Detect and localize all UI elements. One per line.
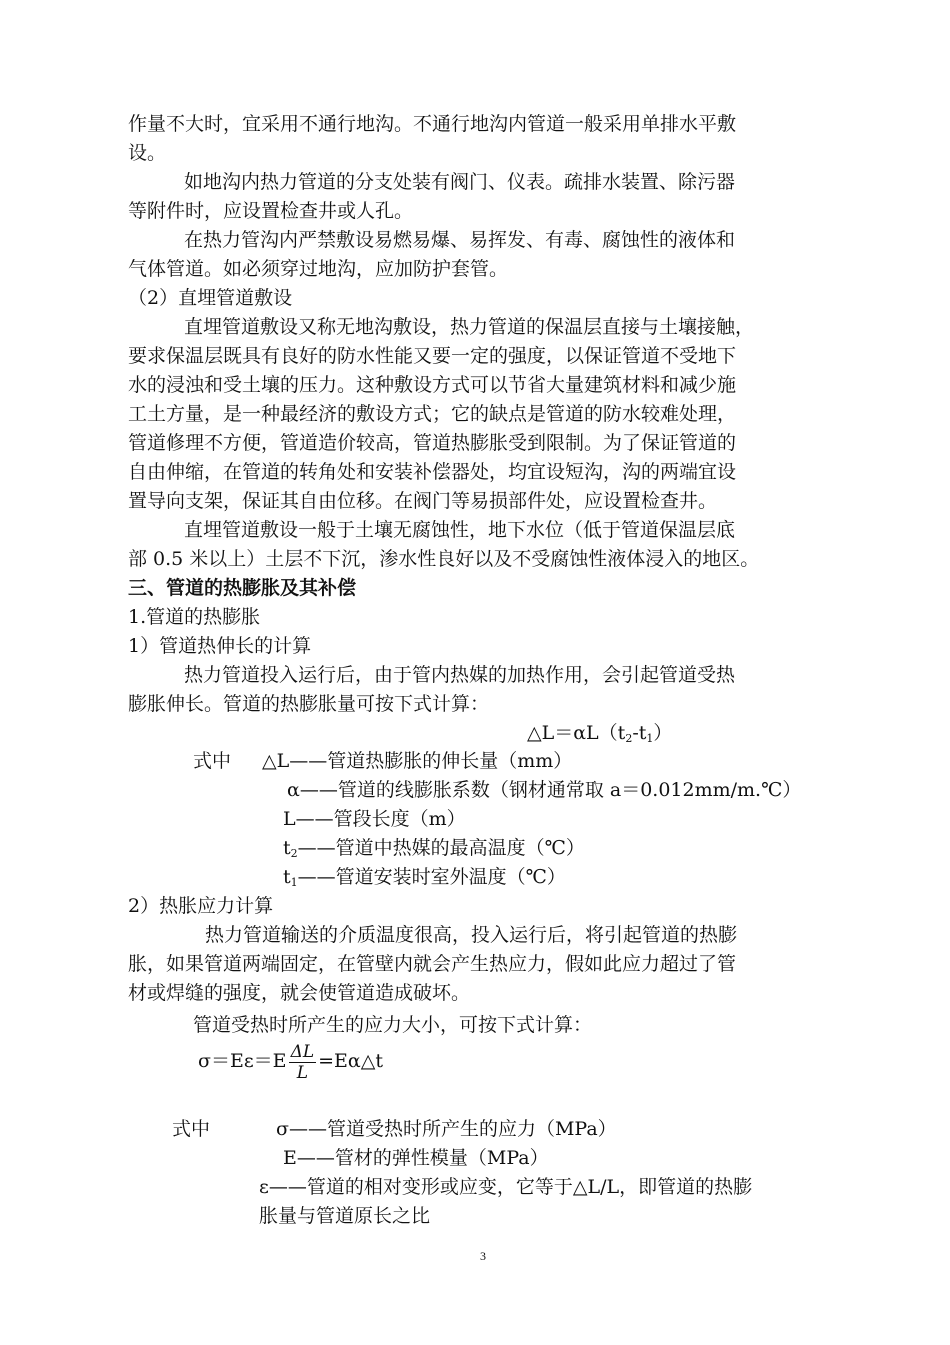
text-line: 在热力管沟内严禁敷设易燃易爆、易挥发、有毒、腐蚀性的液体和 [184,229,736,251]
text-line: 管道修理不方便，管道造价较高，管道热膨胀受到限制。为了保证管道的 [128,432,737,454]
fraction-numerator: ΔL [290,1041,315,1062]
where-label: 式中 [193,750,232,772]
var-subscript: 1 [290,876,298,889]
text-line: 管道受热时所产生的应力大小，可按下式计算： [193,1014,593,1036]
variable-definition: E——管材的弹性模量（MPa） [283,1147,549,1169]
formula-thermal-expansion [527,719,672,748]
text-line: 自由伸缩，在管道的转角处和安装补偿器处，均宜设短沟，沟的两端宜设 [128,461,737,483]
text-line: 等附件时，应设置检查井或人孔。 [128,200,414,222]
variable-definition: σ——管道受热时所产生的应力（MPa） [276,1118,617,1140]
variable-definition [283,834,585,863]
where-label: 式中 [172,1118,211,1140]
text-line: 胀，如果管道两端固定，在管壁内就会产生热应力，假如此应力超过了管 [128,953,737,975]
text-line: 直埋管道敷设一般于土壤无腐蚀性，地下水位（低于管道保温层底 [184,519,736,541]
formula-end: ） [653,722,673,744]
variable-definition [283,863,566,892]
formula-subscript: 2 [625,732,633,745]
var-subscript: 2 [290,847,298,860]
text-line: 热力管道输送的介质温度很高，投入运行后，将引起管道的热膨 [205,924,738,946]
subsection-heading: 2）热胀应力计算 [128,895,274,917]
var-text: ——管道中热媒的最高温度（℃） [297,837,585,859]
text-line: 设。 [128,142,167,164]
section-heading: （2）直埋管道敷设 [128,287,293,309]
text-line: 如地沟内热力管道的分支处装有阀门、仪表。疏排水装置、除污器 [184,171,736,193]
text-line: 直埋管道敷设又称无地沟敷设，热力管道的保温层直接与土壤接触， [184,316,755,338]
fraction [289,1042,317,1083]
formula-main: △L＝αL（t [527,722,626,744]
subsection-heading: 1）管道热伸长的计算 [128,635,312,657]
fraction-denominator: L [296,1062,308,1083]
formula-rhs: =Eα△t [318,1050,384,1072]
text-line: 工土方量，是一种最经济的敷设方式；它的缺点是管道的防水较难处理， [128,403,737,425]
variable-definition: ε——管道的相对变形或应变，它等于△L/L，即管道的热膨 [259,1176,753,1198]
variable-definition: α——管道的线膨胀系数（钢材通常取 a＝0.012mm/m.℃） [287,779,802,801]
text-line: 置导向支架，保证其自由位移。在阀门等易损部件处，应设置检查井。 [128,490,718,512]
var-symbol: t [283,866,291,888]
text-line: 膨胀伸长。管道的热膨胀量可按下式计算： [128,693,490,715]
variable-definition: 胀量与管道原长之比 [259,1205,431,1227]
text-line: 要求保温层既具有良好的防水性能又要一定的强度，以保证管道不受地下 [128,345,737,367]
text-line: 部 0.5 米以上）土层不下沉，渗水性良好以及不受腐蚀性液体浸入的地区。 [128,548,760,570]
var-text: ——管道安装时室外温度（℃） [297,866,566,888]
text-line: 作量不大时，宜采用不通行地沟。不通行地沟内管道一般采用单排水平敷 [128,113,737,135]
page-number: 3 [480,1249,486,1263]
text-line: 热力管道投入运行后，由于管内热媒的加热作用，会引起管道受热 [184,664,736,686]
text-line: 气体管道。如必须穿过地沟，应加防护套管。 [128,258,509,280]
variable-definition: L——管段长度（m） [283,808,466,830]
formula-thermal-stress [198,1038,383,1084]
var-symbol: t [283,837,291,859]
variable-definition: △L——管道热膨胀的伸长量（mm） [262,750,573,772]
formula-subscript: 1 [646,732,654,745]
section-heading: 1.管道的热膨胀 [128,606,261,628]
formula-mid: -t [632,722,647,744]
text-line: 材或焊缝的强度，就会使管道造成破坏。 [128,982,471,1004]
text-line: 水的浸浊和受土壤的压力。这种敷设方式可以节省大量建筑材料和减少施 [128,374,737,396]
formula-lhs: σ＝Eε＝E [198,1050,287,1072]
chapter-heading: 三、管道的热膨胀及其补偿 [128,577,357,599]
